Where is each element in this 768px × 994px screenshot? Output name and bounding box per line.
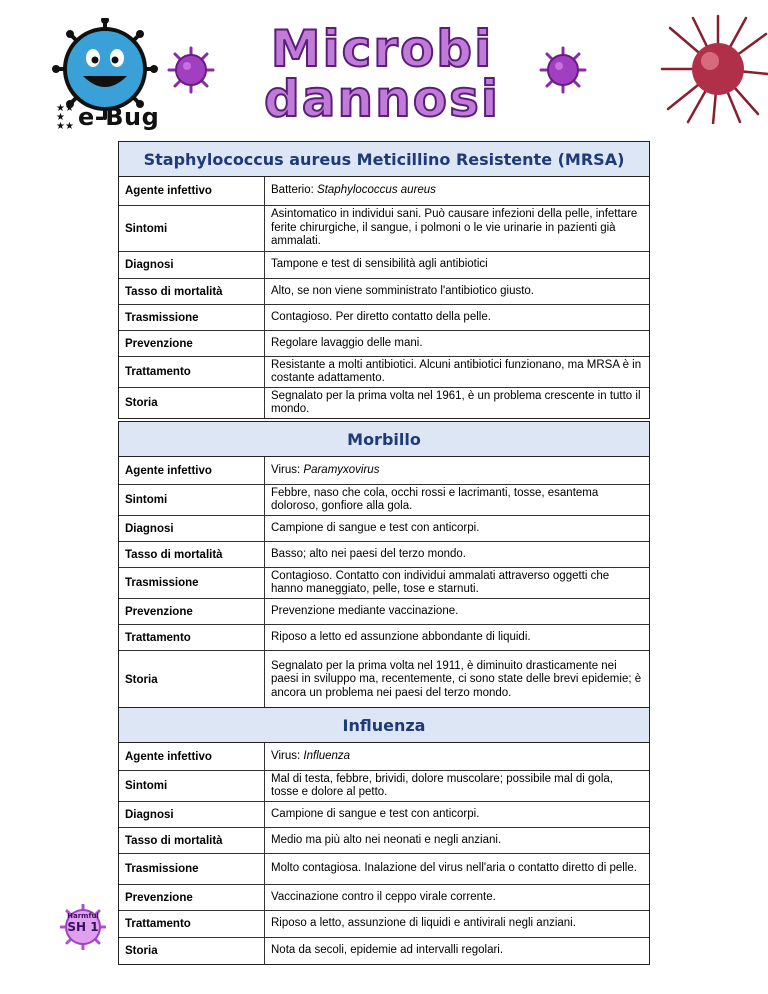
- badge-label: [60, 912, 106, 934]
- table-row: [119, 743, 649, 771]
- row-value: Segnalato per la prima volta nel 1911, è diminuito drasticamente nei paesi in sviluppo ma, recentemente, ci sono state delle brevi epidemie; è ancora un problema nei paesi del terzo mondo.: [271, 659, 642, 699]
- card-title: Staphylococcus aureus Meticillino Resistente (MRSA): [119, 142, 649, 177]
- row-label: Storia: [119, 651, 265, 709]
- spiky-microbe-image: [658, 14, 768, 124]
- row-value: Molto contagiosa. Inalazione del virus nell'aria o contatto diretto di pelle.: [271, 862, 637, 875]
- row-label: Diagnosi: [119, 516, 265, 541]
- row-value: Campione di sangue e test con anticorpi.: [271, 521, 480, 534]
- table-row: [119, 802, 649, 828]
- row-value: Riposo a letto ed assunzione abbondante di liquidi.: [271, 630, 531, 643]
- row-value: Febbre, naso che cola, occhi rossi e lacrimanti, tosse, esantema doloroso, gonfiore alla gola.: [271, 486, 599, 512]
- table-row: [119, 457, 649, 485]
- stars-decoration: ★★ ★ ★★: [56, 103, 74, 132]
- row-label: Trasmissione: [119, 854, 265, 884]
- row-value: Contagioso. Contatto con individui ammalati attraverso oggetti che hanno maneggiato, pelle, tose e starnuti.: [271, 569, 610, 595]
- table-row: [119, 331, 649, 357]
- row-label: Sintomi: [119, 485, 265, 515]
- row-label: Agente infettivo: [119, 743, 265, 770]
- row-value: Prevenzione mediante vaccinazione.: [271, 604, 459, 617]
- row-value: Contagioso. Per diretto contatto della pelle.: [271, 310, 491, 323]
- disease-card-morbillo: [118, 421, 650, 710]
- virus-icon: [537, 44, 589, 96]
- row-label: Sintomi: [119, 771, 265, 801]
- row-value: Riposo a letto, assunzione di liquidi e antivirali negli anziani.: [271, 917, 576, 930]
- table-row: [119, 177, 649, 206]
- row-label: Tasso di mortalità: [119, 542, 265, 567]
- row-value: Vaccinazione contro il ceppo virale corrente.: [271, 890, 496, 903]
- row-label: Storia: [119, 938, 265, 964]
- badge-line-2: SH 1: [67, 920, 99, 934]
- row-label: Tasso di mortalità: [119, 279, 265, 304]
- row-value: Nota da secoli, epidemie ad intervalli regolari.: [271, 944, 504, 957]
- row-label: Prevenzione: [119, 599, 265, 624]
- row-value: Asintomatico in individui sani. Può causare infezioni della pelle, infettare ferite chirurgiche, il sangue, i polmoni o le vie urinarie in pazienti già ammalati.: [271, 208, 638, 248]
- disease-card-influenza: [118, 707, 650, 965]
- row-label: Storia: [119, 388, 265, 418]
- disease-card-mrsa: [118, 141, 650, 419]
- table-row: [119, 885, 649, 911]
- table-row: [119, 357, 649, 388]
- row-label: Trasmissione: [119, 305, 265, 330]
- table-row: [119, 542, 649, 568]
- row-value: Mal di testa, febbre, brividi, dolore muscolare; possibile mal di gola, tosse e dolore al petto.: [271, 772, 613, 798]
- badge-line-1: Harmful: [67, 912, 99, 920]
- table-row: [119, 388, 649, 418]
- row-value: Campione di sangue e test con anticorpi.: [271, 807, 480, 820]
- table-row: [119, 938, 649, 964]
- row-value: Regolare lavaggio delle mani.: [271, 336, 423, 349]
- card-title: Influenza: [119, 708, 649, 743]
- row-value: Batterio: Staphylococcus aureus: [271, 184, 436, 197]
- row-label: Diagnosi: [119, 252, 265, 278]
- virus-icon: [165, 44, 217, 96]
- table-row: [119, 828, 649, 854]
- row-value: Basso; alto nei paesi del terzo mondo.: [271, 547, 466, 560]
- row-label: Trattamento: [119, 357, 265, 387]
- row-value: Tampone e test di sensibilità agli antibiotici: [271, 258, 488, 271]
- row-label: Diagnosi: [119, 802, 265, 827]
- row-value: Segnalato per la prima volta nel 1961, è un problema crescente in tutto il mondo.: [271, 389, 641, 415]
- title-line-2: dannosi: [264, 70, 500, 128]
- table-row: [119, 305, 649, 331]
- table-row: [119, 516, 649, 542]
- row-value: Virus: Influenza: [271, 749, 351, 762]
- table-row: [119, 771, 649, 802]
- row-label: Agente infettivo: [119, 457, 265, 484]
- row-label: Prevenzione: [119, 885, 265, 910]
- row-label: Sintomi: [119, 206, 265, 251]
- card-title: Morbillo: [119, 422, 649, 457]
- row-value: Resistante a molti antibiotici. Alcuni antibiotici funzionano, ma MRSA è in costante adattamento.: [271, 358, 642, 384]
- table-row: [119, 625, 649, 651]
- table-row: [119, 854, 649, 885]
- row-label: Agente infettivo: [119, 177, 265, 205]
- table-row: [119, 252, 649, 279]
- table-row: [119, 651, 649, 709]
- table-row: [119, 206, 649, 252]
- table-row: [119, 568, 649, 599]
- row-label: Prevenzione: [119, 331, 265, 356]
- table-row: [119, 599, 649, 625]
- page-title: [232, 20, 532, 128]
- row-label: Trattamento: [119, 625, 265, 650]
- row-value: Virus: Paramyxovirus: [271, 463, 380, 476]
- brand-label: e-Bug: [78, 103, 160, 131]
- row-value: Alto, se non viene somministrato l'antibiotico giusto.: [271, 284, 534, 297]
- row-value: Medio ma più alto nei neonati e negli anziani.: [271, 833, 502, 846]
- row-label: Tasso di mortalità: [119, 828, 265, 853]
- row-label: Trattamento: [119, 911, 265, 937]
- table-row: [119, 911, 649, 938]
- table-row: [119, 485, 649, 516]
- row-label: Trasmissione: [119, 568, 265, 598]
- table-row: [119, 279, 649, 305]
- title-line-1: Microbi: [270, 20, 494, 78]
